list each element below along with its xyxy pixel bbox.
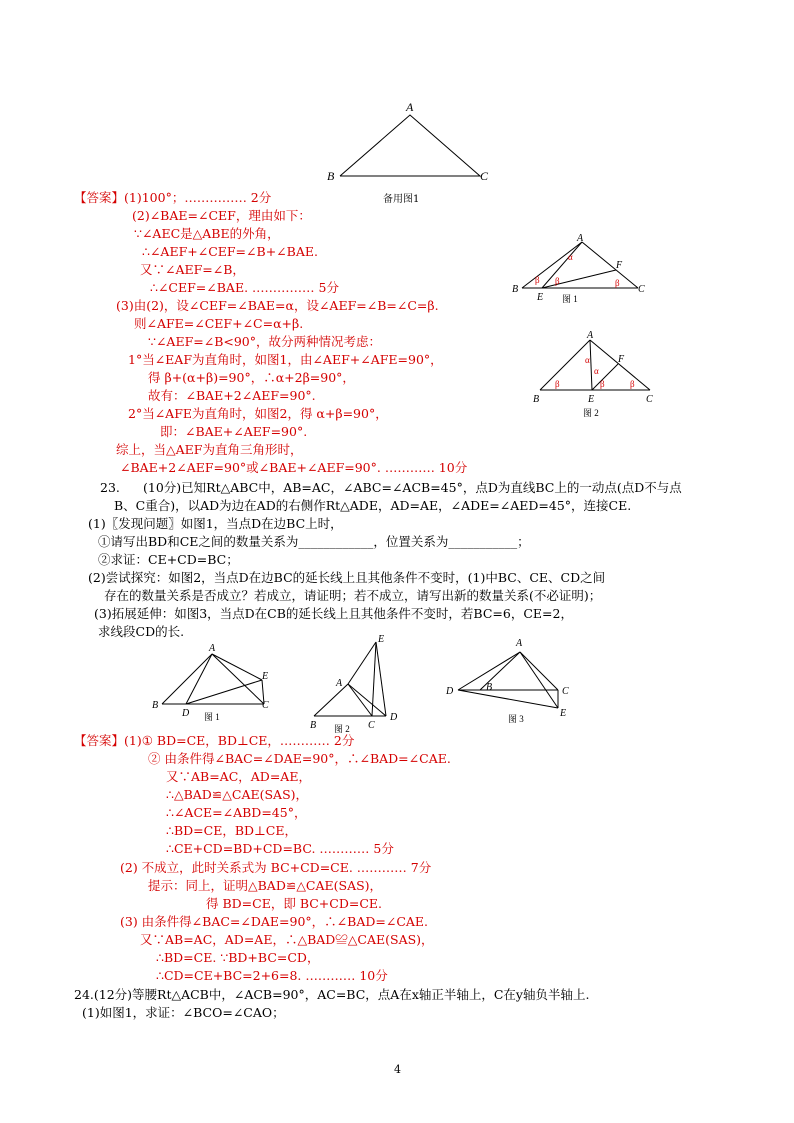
answer-line: (3) 由条件得∠BAC=∠DAE=90°，∴∠BAD=∠CAE. (120, 914, 429, 929)
answer-line: ∴∠AEF+∠CEF=∠B+∠BAE. (142, 244, 318, 259)
page-number: 4 (394, 1063, 401, 1076)
point-label-B: B (486, 682, 493, 693)
answer-tag: 【答案】 (74, 733, 125, 748)
point-label-B: B (327, 169, 335, 183)
answer-line: ∴CD=CE+BC=2+6=8. ………… 10分 (156, 968, 388, 983)
point-label-E: E (537, 292, 544, 303)
figure-caption: 图 2 (583, 408, 599, 418)
angle-beta: β (535, 275, 540, 285)
point-label-E: E (262, 671, 269, 682)
point-label-C: C (368, 720, 375, 731)
answer-line: ∴∠CEF=∠BAE. …………… 5分 (150, 280, 339, 295)
question-text: ①请写出BD和CE之间的数量关系为____________，位置关系为___________； (98, 534, 530, 549)
point-label-F: F (618, 354, 625, 365)
point-label-D: D (182, 708, 190, 719)
answer-line: ② 由条件得∠BAC=∠DAE=90°，∴∠BAD=∠CAE. (148, 751, 451, 766)
answer-line: ∴CE+CD=BD+CD=BC. ………… 5分 (166, 841, 394, 856)
answer-line: ∠BAE+2∠AEF=90°或∠BAE+∠AEF=90°. ………… 10分 (120, 460, 468, 475)
question-text: (10分)已知Rt△ABC中，AB=AC，∠ABC=∠ACB=45°，点D为直线BC上的一动点(点D不与点 (143, 480, 682, 495)
answer-figure-2 (530, 330, 670, 425)
answer-figure-1 (510, 232, 660, 312)
answer-line: 提示：同上，证明△BAD≌△CAE(SAS)， (148, 878, 383, 893)
question-text: (3)拓展延伸：如图3，当点D在CB的延长线上且其他条件不变时，若BC=6，CE=2， (94, 606, 573, 621)
answer-line: 1°当∠EAF为直角时，如图1，由∠AEF+∠AFE=90°， (128, 352, 443, 367)
point-label-A: A (336, 678, 343, 689)
angle-beta: β (600, 379, 605, 389)
question-number: 23. (100, 480, 120, 495)
question-text: (2)尝试探究：如图2，当点D在边BC的延长线上且其他条件不变时，(1)中BC、CE、CD之间 (88, 570, 606, 585)
answer-line: (3)由(2)，设∠CEF=∠BAE=α，设∠AEF=∠B=∠C=β. (116, 298, 439, 313)
answer-line: 综上，当△AEF为直角三角形时， (116, 442, 303, 457)
answer-line: 即：∠BAE+∠AEF=90°. (160, 424, 308, 439)
answer-line: ∴BD=CE. ∵BD+BC=CD， (156, 950, 320, 965)
answer-line: ∵∠AEF=∠B<90°，故分两种情况考虑： (148, 334, 382, 349)
point-label-B: B (533, 394, 540, 405)
angle-beta: β (555, 276, 560, 286)
question-text: (1)〖发现问题〗如图1，当点D在边BC上时， (88, 516, 343, 531)
point-label-E: E (588, 394, 595, 405)
question-text: (1)如图1，求证：∠BCO=∠CAO； (82, 1005, 285, 1020)
answer-line: (2) 不成立，此时关系式为 BC+CD=CE. ………… 7分 (120, 860, 432, 875)
point-label-B: B (310, 720, 317, 731)
question-text: 求线段CD的长. (98, 624, 185, 639)
q23-figure-2 (304, 632, 404, 737)
angle-alpha: α (585, 355, 590, 365)
answer-line: (1)100°；…………… 2分 (124, 190, 272, 205)
answer-line: 故有：∠BAE+2∠AEF=90°. (148, 388, 316, 403)
question-text: ②求证：CE+CD=BC； (98, 552, 239, 567)
answer-line: (1)① BD=CE，BD⊥CE，………… 2分 (124, 733, 355, 748)
point-label-A: A (516, 638, 523, 649)
point-label-A: A (587, 330, 594, 341)
answer-line: ∴△BAD≌△CAE(SAS)， (166, 787, 309, 802)
answer-line: 又∵AB=AC，AD=AE， (166, 769, 311, 784)
point-label-E: E (378, 634, 385, 645)
answer-tag: 【答案】 (74, 190, 125, 205)
point-label-A: A (577, 233, 584, 244)
question-text: B、C重合)，以AD为边在AD的右侧作Rt△ADE，AD=AE，∠ADE=∠AED=45°，连接CE. (114, 498, 632, 513)
point-label-C: C (480, 169, 489, 183)
point-label-B: B (512, 284, 519, 295)
spare-figure-caption: 备用图1 (383, 194, 420, 205)
point-label-C: C (646, 394, 653, 405)
answer-line: 2°当∠AFE为直角时，如图2，得 α+β=90°， (128, 406, 388, 421)
point-label-A: A (209, 643, 216, 654)
answer-line: ∵∠AEC是△ABE的外角， (134, 226, 280, 241)
answer-line: ∴∠ACE=∠ABD=45°， (166, 805, 307, 820)
point-label-D: D (390, 712, 398, 723)
point-label-F: F (616, 260, 623, 271)
angle-beta: β (615, 278, 620, 288)
angle-alpha: α (594, 366, 599, 376)
answer-line: 得 BD=CE，即 BC+CD=CE. (206, 896, 382, 911)
point-label-C: C (638, 284, 645, 295)
point-label-C: C (562, 686, 569, 697)
q23-figure-3 (440, 632, 580, 727)
point-label-B: B (152, 700, 159, 711)
angle-alpha: α (568, 252, 573, 262)
figure-caption: 图 1 (562, 294, 578, 304)
question-text: 存在的数量关系是否成立？若成立，请证明；若不成立，请写出新的数量关系(不必证明)； (104, 588, 602, 603)
question-text: 24.(12分)等腰Rt△ACB中，∠ACB=90°，AC=BC，点A在x轴正半轴上，C在y轴负半轴上. (74, 987, 590, 1002)
answer-line: 得 β+(α+β)=90°，∴α+2β=90°， (148, 370, 355, 385)
point-label-A: A (406, 100, 414, 114)
figure-caption: 图 2 (334, 724, 350, 734)
point-label-E: E (560, 708, 567, 719)
angle-beta: β (555, 379, 560, 389)
answer-line: ∴BD=CE，BD⊥CE， (166, 823, 297, 838)
q23-figure-1 (150, 640, 280, 725)
answer-line: (2)∠BAE=∠CEF，理由如下： (132, 208, 311, 223)
figure-caption: 图 1 (204, 712, 220, 722)
answer-line: 则∠AFE=∠CEF+∠C=α+β. (134, 316, 304, 331)
answer-line: 又∵AB=AC，AD=AE，∴△BAD≌△CAE(SAS)， (140, 932, 434, 947)
angle-beta: β (630, 379, 635, 389)
figure-caption: 图 3 (508, 714, 524, 724)
answer-line: 又∵∠AEF=∠B， (140, 262, 245, 277)
point-label-C: C (262, 700, 269, 711)
point-label-D: D (446, 686, 454, 697)
